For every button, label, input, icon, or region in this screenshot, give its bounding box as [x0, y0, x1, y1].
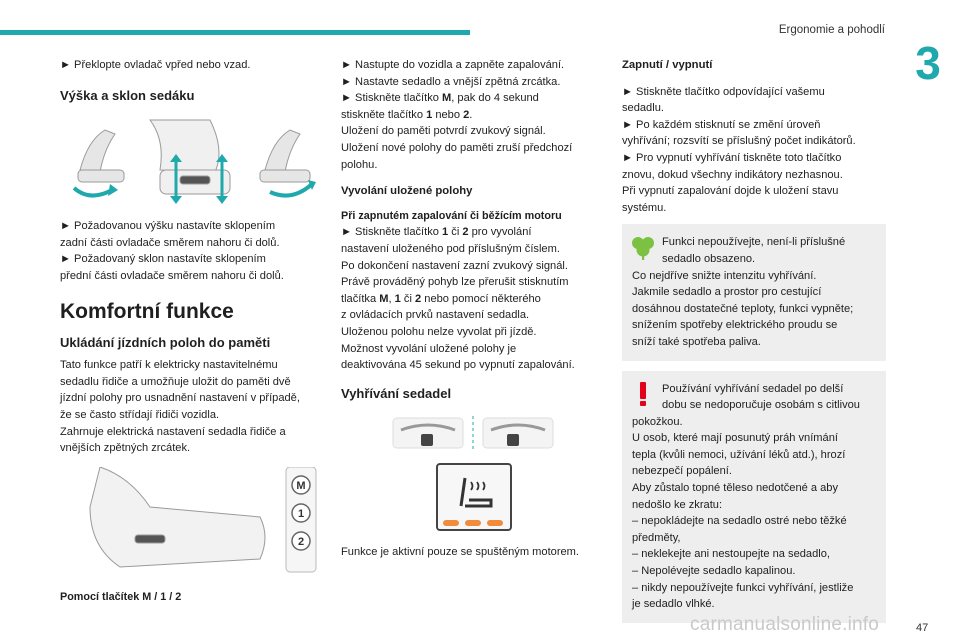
save-line: Uložení do paměti potvrdí zvukový signál.: [341, 125, 546, 138]
memory-line: jízdní polohy pro usnadnění nastavení v případě,: [60, 392, 300, 405]
heading-heating: Vyhřívání sedadel: [341, 385, 452, 401]
onoff-line: Při vypnutí zapalování dojde k uložení stavu: [622, 185, 839, 198]
memory-line: Zahrnuje elektrická nastavení sedadla řidiče a: [60, 425, 286, 438]
recall-line: Právě prováděný pohyb lze přerušit stisknutím: [341, 276, 569, 289]
recall-line: nastavení uloženého pod příslušným číslem.: [341, 242, 560, 255]
step-line: stiskněte tlačítko 1 nebo 2.: [341, 108, 473, 121]
height-text-3: ► Požadovaný sklon nastavíte sklopením: [60, 253, 266, 266]
seat-height-illustration: [60, 110, 322, 206]
column-middle: [341, 57, 605, 561]
steering-right-icon: [483, 418, 553, 448]
seat-heating-button[interactable]: [437, 464, 511, 530]
memory-line: Tato funkce patří k elektricky nastavitelnému: [60, 359, 278, 372]
memory-button-1-label: 1: [297, 507, 305, 520]
heat-indicator: [443, 520, 459, 526]
height-text-2: zadní části ovladače směrem nahoru či dolů.: [60, 236, 280, 249]
recall-line: deaktivována 45 sekund po vypnutí zapalování.: [341, 359, 575, 372]
step-line: ► Stiskněte tlačítko M, pak do 4 sekund: [341, 92, 539, 105]
recall-line: Uloženou polohu nelze vyvolat při jízdě.: [341, 325, 537, 338]
heading-comfort: Komfortní funkce: [60, 299, 234, 323]
heading-onoff: Zapnutí / vypnutí: [622, 59, 713, 71]
memory-line: že se často střídají řidiči vozidla.: [60, 408, 220, 421]
recall-subheading: Při zapnutém zapalování či běžícím motoru: [341, 209, 562, 222]
memory-button-1[interactable]: [292, 504, 310, 522]
onoff-line: znovu, dokud všechny indikátory nezhasnou.: [622, 168, 843, 181]
exclamation-warning-icon: [630, 381, 656, 407]
onoff-line: ► Stiskněte tlačítko odpovídající vašemu: [622, 85, 825, 98]
memory-button-2-label: 2: [297, 535, 305, 548]
onoff-line: sedadlu.: [622, 102, 664, 115]
memory-button-2[interactable]: [292, 532, 310, 550]
step-line: ► Nastavte sedadlo a vnější zpětná zrcátka.: [341, 75, 561, 88]
onoff-line: systému.: [622, 201, 667, 214]
heating-illustration: [341, 416, 605, 536]
section-title: Ergonomie a pohodlí: [778, 24, 885, 36]
recall-line: Po dokončení nastavení zazní zvukový signál.: [341, 259, 568, 272]
warning-note: Používání vyhřívání sedadel po delší dobu se nedoporučuje osobám s citlivou pokožkou. U osob, které mají posunutý práh vnímání tepla (kvůli nemoci, užívání léků atd.), hrozí nebezpečí popálení. Aby zůstalo topné těleso nedotčené a aby nedošlo ke zkratu: – nepokládejte na sedadlo ostré nebo těžké předměty, – neklekejte ani nestoupejte na sedadlo, – Nepolévejte sedadlo kapalinou. – nikdy nepoužívejte funkci vyhřívání, jestliže je sedadlo vlhké.: [622, 371, 886, 623]
heating-caption: Funkce je aktivní pouze se spuštěným motorem.: [341, 546, 580, 559]
heading-recall: Vyvolání uložené polohy: [341, 185, 473, 198]
watermark: carmanualsonline.info: [690, 614, 880, 635]
page-number: 47: [916, 622, 929, 634]
column-right: [622, 57, 886, 623]
steering-left-icon: [393, 418, 463, 448]
save-line: Uložení nové polohy do paměti zruší předchozí: [341, 141, 573, 154]
memory-button-m[interactable]: [292, 476, 310, 494]
header-accent-bar: [0, 30, 470, 35]
seat-side-icon: [90, 467, 265, 567]
chapter-number: 3: [915, 37, 941, 89]
onoff-line: vyhřívání; rozsvítí se příslušný počet indikátorů.: [622, 135, 856, 148]
leaf-icon: [630, 234, 656, 260]
memory-line: sedadlu řidiče a umožňuje uložit do paměti dvě: [60, 375, 291, 388]
bullet-tilt: ► Překlopte ovladač vpřed nebo vzad.: [60, 59, 251, 71]
eco-note: Funkci nepoužívejte, není-li příslušné sedadlo obsazeno. Co nejdříve snižte intenzitu vyhřívání. Jakmile sedadlo a prostor pro cestující dosáhnou dostatečné teploty, funkci vypněte; snížením spotřeby elektrického proudu se sníží také spotřeba paliva.: [622, 224, 886, 360]
memory-button-m-label: M: [296, 479, 306, 492]
recall-line: ► Stiskněte tlačítko 1 či 2 pro vyvolání: [341, 226, 532, 239]
height-text-1: ► Požadovanou výšku nastavíte sklopením: [60, 220, 276, 233]
onoff-line: ► Pro vypnutí vyhřívání tiskněte toto tlačítko: [622, 151, 842, 164]
recall-line: Možnost vyvolání uložené polohy je: [341, 342, 517, 355]
heading-seat-height: Výška a sklon sedáku: [60, 87, 195, 103]
recall-line: tlačítka M, 1 či 2 nebo pomocí některého: [341, 292, 541, 305]
heading-memory: Ukládání jízdních poloh do paměti: [60, 334, 271, 350]
heat-indicator: [465, 520, 481, 526]
memory-line: vnějších zpětných zrcátek.: [60, 442, 191, 455]
heat-indicator: [487, 520, 503, 526]
memory-buttons-illustration: [60, 467, 322, 577]
caption-buttons: Pomocí tlačítek M / 1 / 2: [60, 590, 182, 603]
height-text-4: přední části ovladače směrem nahoru či dolů.: [60, 269, 284, 282]
recall-line: z ovládacích prvků nastavení sedadla.: [341, 309, 530, 322]
step-line: ► Nastupte do vozidla a zapněte zapalování.: [341, 59, 565, 71]
onoff-line: ► Po každém stisknutí se změní úroveň: [622, 118, 821, 131]
save-line: polohu.: [341, 158, 378, 171]
column-left: [60, 57, 322, 605]
